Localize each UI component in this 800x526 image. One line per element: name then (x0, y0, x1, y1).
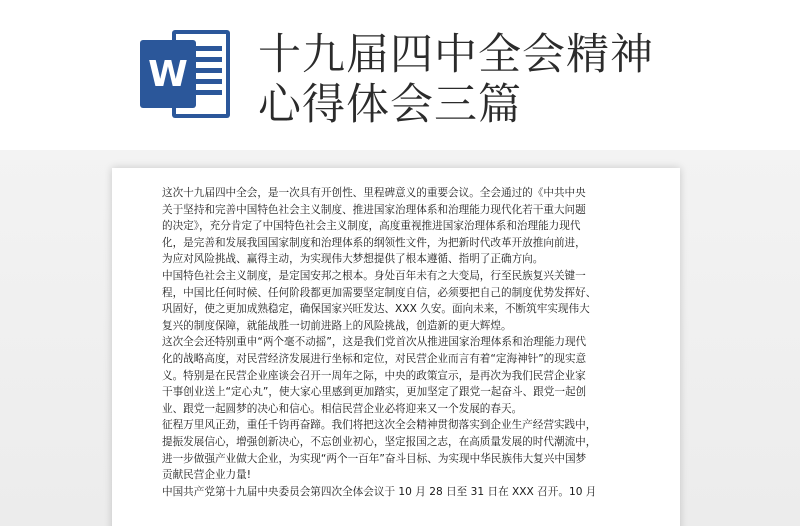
document-line: 为应对风险挑战、赢得主动，为实现伟大梦想提供了根本遵循、指明了正确方向。 (162, 253, 544, 266)
document-line: 的决定》，充分肯定了中国特色社会主义制度，高度重视推进国家治理体系和治理能力现代 (162, 220, 581, 233)
page-title (258, 30, 778, 130)
document-line: 征程万里风正劲，重任千钧再奋蹄。我们将把这次全会精神贯彻落实到企业生产经营实践中， (162, 419, 597, 432)
document-line: 义。特别是在民营企业座谈会召开一周年之际，中央的政策宣示，是再次为我们民营企业家 (162, 369, 586, 382)
document-body (162, 185, 650, 500)
document-line: 进一步做强产业做大企业，为实现“两个一百年”奋斗目标、为实现中华民族伟大复兴中国梦 (162, 452, 587, 465)
document-line: 业、跟党一起圆梦的决心和信心。相信民营企业必将迎来又一个发展的春天。 (162, 402, 523, 415)
document-line: 中国共产党第十九届中央委员会第四次全体会议于 10 月 28 日至 31 日在 XXX 召开。10 月 (162, 485, 597, 498)
document-line: 化的战略高度，对民营经济发展进行坐标和定位，对民营企业而言有着“定海神针”的现实意 (162, 352, 587, 365)
document-line: 程，中国比任何时候、任何阶段都更加需要坚定制度自信，必须要把自己的制度优势发挥好、 (162, 286, 597, 299)
title-line-1: 十九届四中全会精神 (258, 30, 654, 80)
document-line: 干事创业送上“定心丸”，使大家心里感到更加踏实，更加坚定了跟党一起奋斗、跟党一起创 (162, 386, 587, 399)
word-document-icon (138, 26, 234, 122)
svg-text:W: W (148, 54, 188, 95)
document-line: 化，是完善和发展我国国家制度和治理体系的纲领性文件，为把新时代改革开放推向前进， (162, 236, 586, 249)
title-line-2: 心得体会三篇 (258, 80, 522, 130)
document-line: 提振发展信心，增强创新决心，不忘创业初心，坚定报国之志，在高质量发展的时代潮流中， (162, 435, 597, 448)
document-line: 贡献民营企业力量! (162, 469, 251, 482)
document-line: 关于坚持和完善中国特色社会主义制度、推进国家治理体系和治理能力现代化若干重大问题 (162, 203, 586, 216)
document-line: 这次十九届四中全会，是一次具有开创性、里程碑意义的重要会议。全会通过的《中共中央 (162, 187, 586, 199)
document-line: 巩固好，使之更加成熟稳定，确保国家兴旺发达、XXX 久安。面向未来，不断筑牢实现伟大 (162, 303, 590, 316)
document-line: 中国特色社会主义制度，是定国安邦之根本。身处百年未有之大变局，行至民族复兴关键一 (162, 269, 586, 282)
document-line: 复兴的制度保障，就能战胜一切前进路上的风险挑战，创造新的更大辉煌。 (162, 319, 512, 332)
document-page (112, 168, 680, 526)
header (0, 0, 800, 150)
document-line: 这次全会还特别重申“两个毫不动摇”，这是我们党首次从推进国家治理体系和治理能力现代 (162, 336, 587, 349)
